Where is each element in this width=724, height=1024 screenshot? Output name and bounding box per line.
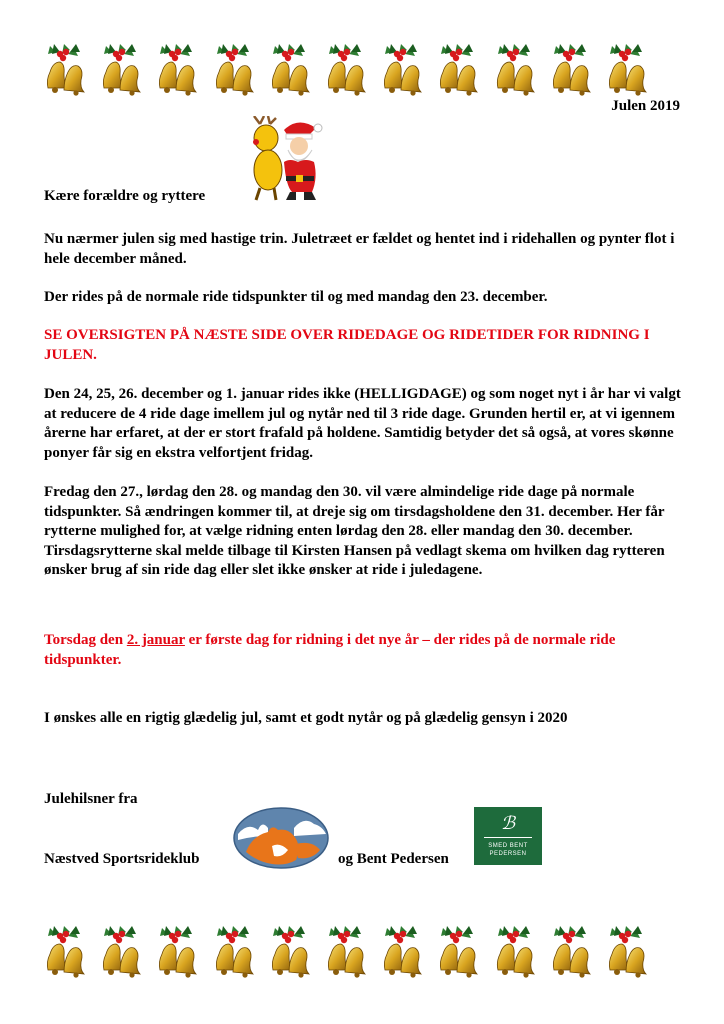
bent-pedersen-logo (474, 807, 542, 865)
paragraph-ride-days: Fredag den 27., lørdag den 28. og mandag den 30. vil være almindelige ride dage på normale tidspunkter. Så ændringen kommer til, at dreje sig om tirsdagsholdene den 31. december. Her får rytterne mulighed for, at vælge ridning enten lørdag den 28. eller mandag den 30. december. Tirsdagsrytterne skal melde tilbage til Kirsten Hansen på vedlagt skema om hvilken dag rytteren ønsker brug af sin ride dag eller slet ikke ønsker at ride i juledagene. (44, 484, 665, 578)
christmas-bells-icon (546, 40, 594, 96)
bells-border-bottom (40, 922, 650, 978)
christmas-bells-icon (40, 40, 88, 96)
christmas-bells-icon (546, 922, 594, 978)
christmas-bells-icon (96, 922, 144, 978)
christmas-bells-icon (321, 40, 369, 96)
bent-pedersen-monogram: ℬ (500, 813, 516, 833)
christmas-bells-icon (209, 40, 257, 96)
christmas-bells-icon (96, 40, 144, 96)
signature-club: Næstved Sportsrideklub (44, 851, 200, 867)
christmas-bells-icon (490, 40, 538, 96)
christmas-bells-icon (433, 922, 481, 978)
paragraph-wishes: I ønskes alle en rigtig glædelig jul, samt et godt nytår og på glædelig gensyn i 2020 (44, 710, 568, 726)
christmas-bells-icon (265, 922, 313, 978)
first-day-date-link[interactable]: 2. januar (126, 632, 185, 648)
christmas-bells-icon (321, 922, 369, 978)
christmas-bells-icon (490, 922, 538, 978)
club-logo (232, 806, 330, 870)
paragraph-holidays: Den 24, 25, 26. december og 1. januar rides ikke (HELLIGDAGE) og som noget nyt i år har vi valgt at reducere de 4 ride dage imellem jul og nytår ned til 3 ride dage. Grunden hertil er, at vi igennem årerne har erfaret, at der er stort frafald på holdene. Samtidig betyder det så også, at vores skønne ponyer får sig en ekstra velfortjent fridag. (44, 386, 681, 461)
christmas-bells-icon (209, 922, 257, 978)
paragraph-christmas-tree: Nu nærmer julen sig med hastige trin. Juletræet er fældet og hentet ind i ridehallen og pynter flot i hele december måned. (44, 231, 675, 267)
christmas-bells-icon (602, 922, 650, 978)
paragraph-normal-times: Der rides på de normale ride tidspunkter til og med mandag den 23. december. (44, 289, 548, 305)
christmas-bells-icon (40, 922, 88, 978)
paragraph-see-overview: SE OVERSIGTEN PÅ NÆSTE SIDE OVER RIDEDAGE OG RIDETIDER FOR RIDNING I JULEN. (44, 327, 650, 363)
first-day-prefix: Torsdag den (44, 632, 127, 648)
paragraph-first-day (44, 631, 684, 670)
christmas-bells-icon (602, 40, 650, 96)
signature-bent-pedersen: og Bent Pedersen (338, 851, 449, 867)
christmas-bells-icon (377, 922, 425, 978)
christmas-bells-icon (152, 922, 200, 978)
christmas-bells-icon (433, 40, 481, 96)
christmas-bells-icon (265, 40, 313, 96)
christmas-bells-icon (152, 40, 200, 96)
logo-divider (484, 837, 532, 838)
christmas-bells-icon (377, 40, 425, 96)
logo-text-line1: SMED BENT (488, 843, 528, 849)
logo-text-line2: PEDERSEN (489, 851, 527, 857)
signature-intro: Julehilsner fra (44, 791, 138, 807)
letter-greeting: Kære forældre og ryttere (44, 188, 206, 204)
bells-border-top (40, 40, 650, 96)
first-day-suffix: er første dag for ridning i det nye år – der rides på de normale ride tidspunkter. (44, 632, 616, 668)
letter-date: Julen 2019 (611, 98, 680, 114)
